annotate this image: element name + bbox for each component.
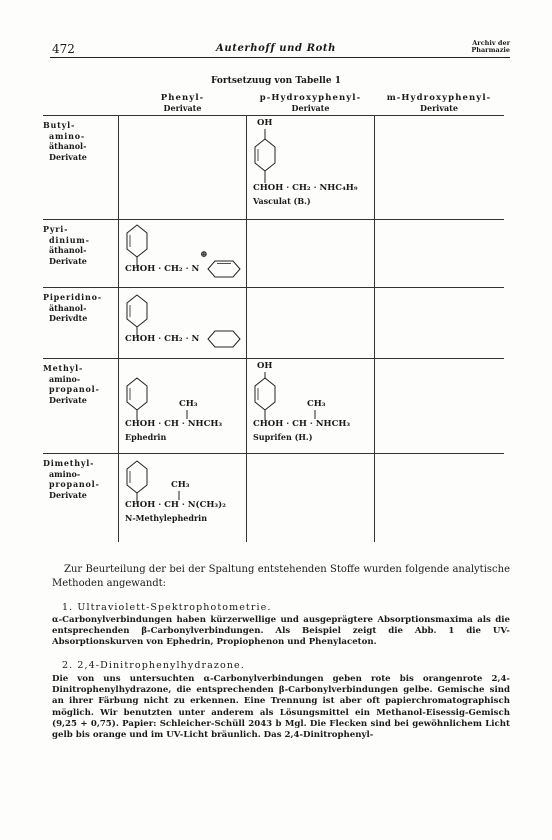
table-row xyxy=(43,116,504,220)
piperidine-ring-icon xyxy=(207,330,241,348)
col-subtitle: Derivate xyxy=(291,103,330,113)
table-row xyxy=(43,288,504,359)
cell-structure xyxy=(119,288,247,359)
positive-charge-icon: ⊕ xyxy=(200,250,208,260)
methyl-branch: CH₃ xyxy=(307,399,326,409)
row-label xyxy=(43,288,119,359)
cell-structure xyxy=(119,454,247,543)
row-label-line: Derivate xyxy=(49,255,87,266)
col-title: Phenyl- xyxy=(160,93,205,103)
col-header-p-hydroxyphenyl xyxy=(247,91,375,116)
cell-empty xyxy=(375,116,504,220)
benzene-ring-icon xyxy=(125,374,149,424)
row-label-line: Butyl- xyxy=(43,120,76,130)
pyridine-ring-icon xyxy=(207,260,241,278)
bond-line-icon xyxy=(177,491,181,500)
row-label-line: propanol- xyxy=(49,479,100,489)
cell-empty xyxy=(247,220,375,288)
cell-empty xyxy=(375,220,504,288)
journal-name-line1: Archiv der xyxy=(472,39,510,47)
intro-paragraph: Zur Beurteilung der bei der Spaltung entstehenden Stoffe wurden folgende analytische Methoden angewandt: xyxy=(52,564,510,589)
table-row xyxy=(43,454,504,543)
section-text-dnph: Die von uns untersuchten α-Carbonylverbindungen geben rote bis orangenrote 2,4-Dinitrophenylhydrazone, die entsprechenden β-Carbonylverbindungen gelbe. Gemische sind an ihrer Färbung nicht zu erkennen. Eine Trennung ist aber oft papierchromatographisch möglich. Wir benutzten unter anderem als Lösungsmittel ein Methanol-Eisessig-Gemisch (9,25 + 0,75). Papier: Schleicher-Schüll 2043 b Mgl. Die Flecken sind bei gewöhnlichem Licht gelb bis orange und im UV-Licht bräunlich. Das 2,4-Dinitrophenyl- xyxy=(52,674,510,741)
row-label-line: Dimethyl- xyxy=(43,458,95,468)
cell-empty xyxy=(375,454,504,543)
journal-name-line2: Pharmazie xyxy=(471,46,510,54)
hydroxy-label: OH xyxy=(257,118,273,128)
row-label-line: Derivate xyxy=(49,394,87,405)
row-label-line: Pyri- xyxy=(43,224,69,234)
benzene-ring-icon xyxy=(253,372,277,424)
col-header-m-hydroxyphenyl xyxy=(375,91,504,116)
row-label-line: Derivdte xyxy=(49,313,88,323)
formula: CHOH · CH · N(CH₃)₂ xyxy=(125,500,226,510)
col-title: p-Hydroxyphenyl- xyxy=(259,93,362,103)
row-label-line: Piperidino- xyxy=(43,292,102,302)
section-heading-uv: 1. Ultraviolett-Spektrophotometrie. xyxy=(62,602,272,613)
cell-empty xyxy=(247,454,375,543)
formula: CHOH · CH₂ · N xyxy=(125,334,200,344)
row-label-line: äthanol- xyxy=(49,245,87,255)
section-heading-dnph: 2. 2,4-Dinitrophenylhydrazone. xyxy=(62,660,245,671)
formula: CHOH · CH₂ · NHC₄H₉ xyxy=(253,183,358,193)
col-subtitle: Derivate xyxy=(420,103,458,113)
col-title: m-Hydroxyphenyl- xyxy=(386,93,492,103)
table-row xyxy=(43,359,504,454)
table-row xyxy=(43,220,504,288)
table-caption: Fortsetzuug von Tabelle 1 xyxy=(211,76,341,86)
cell-structure xyxy=(247,116,375,220)
cell-structure xyxy=(119,220,247,288)
running-head-authors: Auterhoff und Roth xyxy=(216,43,336,54)
row-label-line: amino- xyxy=(49,130,85,141)
drug-name: Vasculat (B.) xyxy=(253,196,311,206)
header-rule xyxy=(50,57,510,58)
row-label-line: Derivate xyxy=(49,151,87,162)
cell-empty xyxy=(119,116,247,220)
formula: CHOH · CH₂ · N xyxy=(125,264,200,274)
row-label xyxy=(43,116,119,220)
row-label-line: propanol- xyxy=(49,384,100,394)
row-label xyxy=(43,454,119,543)
col-header-phenyl xyxy=(119,91,247,116)
bond-line-icon xyxy=(185,410,189,419)
table-header-row xyxy=(43,91,504,116)
drug-name: Suprifen (H.) xyxy=(253,432,313,442)
cell-empty xyxy=(247,288,375,359)
section-text-uv: α-Carbonylverbindungen haben kürzerwellige und ausgeprägtere Absorptionsmaxima als die entsprechenden β-Carbonylverbindungen. Als Beispiel zeigt die Abb. 1 die UV-Absorptionskurven von Ephedrin, Propiophenon und Phenylaceton. xyxy=(52,615,510,648)
cell-empty xyxy=(375,359,504,454)
drug-name: N-Methylephedrin xyxy=(125,513,208,523)
row-label-line: äthanol- xyxy=(49,302,87,313)
drug-name: Ephedrin xyxy=(125,432,167,442)
page-number: 472 xyxy=(52,42,75,56)
cell-structure xyxy=(119,359,247,454)
row-label xyxy=(43,220,119,288)
structure-table xyxy=(43,91,504,542)
formula: CHOH · CH · NHCH₃ xyxy=(253,419,351,429)
row-label xyxy=(43,359,119,454)
methyl-branch: CH₃ xyxy=(171,480,190,490)
row-label-line: Derivate xyxy=(49,489,87,500)
hydroxy-label: OH xyxy=(257,361,273,371)
methyl-branch: CH₃ xyxy=(179,399,198,409)
cell-structure xyxy=(247,359,375,454)
formula: CHOH · CH · NHCH₃ xyxy=(125,419,223,429)
header-empty xyxy=(43,91,119,116)
row-label-line: Methyl- xyxy=(43,363,84,373)
row-label-line: äthanol- xyxy=(49,141,87,151)
row-label-line: amino- xyxy=(49,468,81,479)
journal-name xyxy=(440,40,510,54)
col-subtitle: Derivate xyxy=(163,103,202,113)
cell-empty xyxy=(375,288,504,359)
row-label-line: amino- xyxy=(49,373,81,384)
row-label-line: dinium- xyxy=(49,234,90,245)
benzene-ring-icon xyxy=(253,129,277,191)
bond-line-icon xyxy=(313,410,317,419)
